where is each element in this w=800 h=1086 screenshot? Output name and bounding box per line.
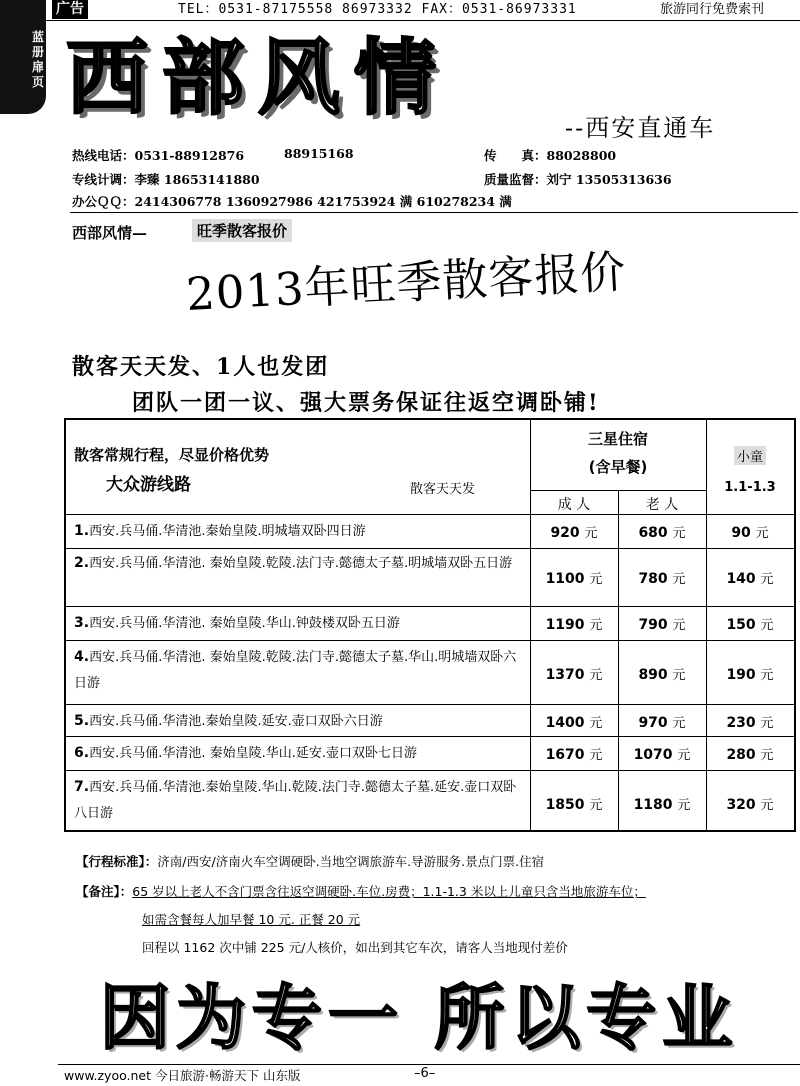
senior-price <box>618 522 706 541</box>
big-slogan: 因为专一 所以专业 <box>100 976 739 1059</box>
footer-site: www.zyoo.net 今日旅游·畅游天下 山东版 <box>64 1068 301 1083</box>
quality-label: 质量监督： <box>484 172 547 187</box>
price-value: 780 <box>638 571 668 587</box>
row-divider <box>66 770 794 771</box>
table-row <box>74 644 526 697</box>
itinerary-standard <box>76 852 544 870</box>
remark <box>76 882 646 900</box>
adult-price <box>530 712 618 731</box>
breadcrumb-brand: 西部风情— <box>72 224 148 242</box>
ad-tag: 广告 <box>52 0 88 19</box>
price-value: 1370 <box>545 667 585 683</box>
row-divider <box>66 736 794 737</box>
remark-label: 【备注】： <box>76 884 133 899</box>
price-unit: 元 <box>589 668 603 683</box>
price-value: 890 <box>638 667 668 683</box>
price-unit: 元 <box>589 716 603 731</box>
price-unit: 元 <box>589 618 603 633</box>
table-intro: 散客常规行程，尽显价格优势 <box>74 446 270 464</box>
office-qq <box>72 192 512 210</box>
planner-label: 专线计调： <box>72 172 135 187</box>
hotel-header: 三星住宿 <box>587 430 648 448</box>
price-unit: 元 <box>760 748 774 763</box>
senior-price <box>618 568 706 587</box>
remark-text-1: 65 岁以上老人不含门票含往返空调硬卧.车位.房费；1.1-1.3 米以上儿童只含当地旅游车位； <box>132 884 646 899</box>
price-unit: 元 <box>589 798 603 813</box>
price-unit: 元 <box>589 748 603 763</box>
child-price <box>706 522 794 541</box>
row-number: 1. <box>74 523 90 539</box>
row-divider <box>66 640 794 641</box>
fax-number: 88028800 <box>546 148 617 163</box>
price-value: 680 <box>638 525 668 541</box>
price-value: 1100 <box>545 571 585 587</box>
price-value: 1070 <box>633 747 673 763</box>
price-value: 320 <box>726 797 756 813</box>
price-unit: 元 <box>760 572 774 587</box>
senior-price <box>618 614 706 633</box>
row-divider <box>66 606 794 607</box>
price-table <box>64 418 796 832</box>
standard-label: 【行程标准】： <box>76 854 158 869</box>
price-value: 90 <box>731 525 751 541</box>
planner <box>72 170 260 188</box>
hotline-number-1: 0531-88912876 <box>134 148 245 163</box>
quality <box>484 170 672 188</box>
price-value: 230 <box>726 715 756 731</box>
row-divider <box>66 704 794 705</box>
adult-price <box>530 522 618 541</box>
col-divider <box>618 490 619 830</box>
child-header: 小童 <box>734 446 766 465</box>
footer-rule <box>58 1064 800 1065</box>
price-unit: 元 <box>760 798 774 813</box>
route-name: 西安.兵马俑.华清池.秦始皇陵.华山.乾陵.法门寺.懿德太子墓.延安.壶口双卧八日游 <box>74 780 517 821</box>
hotline-number-2: 88915168 <box>284 146 354 161</box>
contact-rule <box>70 212 798 213</box>
child-price <box>706 744 794 763</box>
row-divider <box>530 490 706 491</box>
row-number: 7. <box>74 779 90 795</box>
route-name: 西安.兵马俑.华清池. 秦始皇陵.乾陵.法门寺.懿德太子墓.华山.明城墙双卧六日游 <box>74 650 517 691</box>
senior-price <box>618 664 706 683</box>
child-price <box>706 568 794 587</box>
row-divider <box>66 514 794 515</box>
child-range: 1.1-1.3 <box>724 480 776 495</box>
table-row <box>74 518 526 545</box>
child-price <box>706 712 794 731</box>
brand-title: 西部风情 <box>66 30 451 126</box>
price-unit: 元 <box>672 716 686 731</box>
row-divider <box>66 548 794 549</box>
price-unit: 元 <box>760 716 774 731</box>
price-value: 1400 <box>545 715 585 731</box>
price-unit: 元 <box>760 668 774 683</box>
table-daily: 散客天天发 <box>410 482 476 497</box>
adult-header: 成 人 <box>557 497 591 513</box>
page-number: –6– <box>414 1066 436 1081</box>
price-unit: 元 <box>677 748 691 763</box>
adult-price <box>530 664 618 683</box>
price-unit: 元 <box>672 668 686 683</box>
price-value: 790 <box>638 617 668 633</box>
slogan-line-1: 散客天天发、1人也发团 <box>72 354 330 380</box>
adult-price <box>530 568 618 587</box>
fax <box>484 146 616 164</box>
route-name: 西安.兵马俑.华清池. 秦始皇陵.华山.延安.壶口双卧七日游 <box>89 746 417 761</box>
hotline-label: 热线电话： <box>72 148 135 163</box>
adult-price <box>530 794 618 813</box>
slogan-line-2: 团队一团一议、强大票务保证往返空调卧铺! <box>132 390 600 416</box>
quality-value: 刘宁 13505313636 <box>546 172 672 187</box>
price-unit: 元 <box>760 618 774 633</box>
qq-value: 2414306778 1360927986 421753924 满 610278234 满 <box>134 194 512 209</box>
route-name: 西安.兵马俑.华清池.秦始皇陵.明城墙双卧四日游 <box>89 524 366 539</box>
table-row <box>74 774 526 827</box>
standard-text: 济南/西安/济南火车空调硬卧.当地空调旅游车.导游服务.景点门票.住宿 <box>157 854 545 869</box>
breadcrumb-section: 旺季散客报价 <box>192 219 292 242</box>
table-row <box>74 610 526 637</box>
row-number: 4. <box>74 649 90 665</box>
table-row <box>74 708 526 735</box>
remark-text-2: 如需含餐每人加早餐 10 元. 正餐 20 元 <box>142 912 361 927</box>
free-index-label: 旅游同行免费索刊 <box>660 2 765 17</box>
senior-price <box>618 712 706 731</box>
price-unit: 元 <box>584 526 598 541</box>
price-unit: 元 <box>672 526 686 541</box>
row-number: 3. <box>74 615 90 631</box>
senior-price <box>618 794 706 813</box>
price-value: 1670 <box>545 747 585 763</box>
child-price <box>706 614 794 633</box>
table-category: 大众游线路 <box>106 475 191 495</box>
price-unit: 元 <box>755 526 769 541</box>
adult-price <box>530 744 618 763</box>
child-price <box>706 664 794 683</box>
price-value: 150 <box>726 617 756 633</box>
price-value: 920 <box>550 525 580 541</box>
price-value: 140 <box>726 571 756 587</box>
senior-header: 老 人 <box>645 497 679 513</box>
route-name: 西安.兵马俑.华清池. 秦始皇陵.华山.钟鼓楼双卧五日游 <box>89 616 400 631</box>
planner-value: 李臻 18653141880 <box>134 172 260 187</box>
price-value: 190 <box>726 667 756 683</box>
route-name: 西安.兵马俑.华清池. 秦始皇陵.乾陵.法门寺.懿德太子墓.明城墙双卧五日游 <box>89 556 513 571</box>
price-unit: 元 <box>589 572 603 587</box>
hotline <box>72 146 244 164</box>
side-tab-label: 蓝册扉页 <box>31 30 44 89</box>
senior-price <box>618 744 706 763</box>
adult-price <box>530 614 618 633</box>
remark-text-3: 回程以 1162 次中铺 225 元/人核价，如出到其它车次，请客人当地现付差价 <box>142 940 568 955</box>
table-row <box>74 550 526 577</box>
row-number: 2. <box>74 555 90 571</box>
row-number: 5. <box>74 713 90 729</box>
brand-subtitle: --西安直通车 <box>565 114 716 142</box>
row-number: 6. <box>74 745 90 761</box>
route-name: 西安.兵马俑.华清池.秦始皇陵.延安.壶口双卧六日游 <box>89 714 383 729</box>
hotel-note: (含早餐) <box>588 458 648 476</box>
price-value: 970 <box>638 715 668 731</box>
price-unit: 元 <box>672 618 686 633</box>
child-price <box>706 794 794 813</box>
price-value: 1180 <box>633 797 673 813</box>
agency-contact-strip: TEL：0531-87175558 86973332 FAX：0531-86973331 <box>178 2 577 17</box>
qq-label: 办公ＱＱ： <box>72 194 135 209</box>
headline: 2013年旺季散客报价 <box>184 244 628 321</box>
price-value: 1850 <box>545 797 585 813</box>
price-value: 1190 <box>545 617 585 633</box>
price-unit: 元 <box>672 572 686 587</box>
price-value: 280 <box>726 747 756 763</box>
fax-label: 传 真： <box>484 148 547 163</box>
price-unit: 元 <box>677 798 691 813</box>
table-row <box>74 740 526 767</box>
